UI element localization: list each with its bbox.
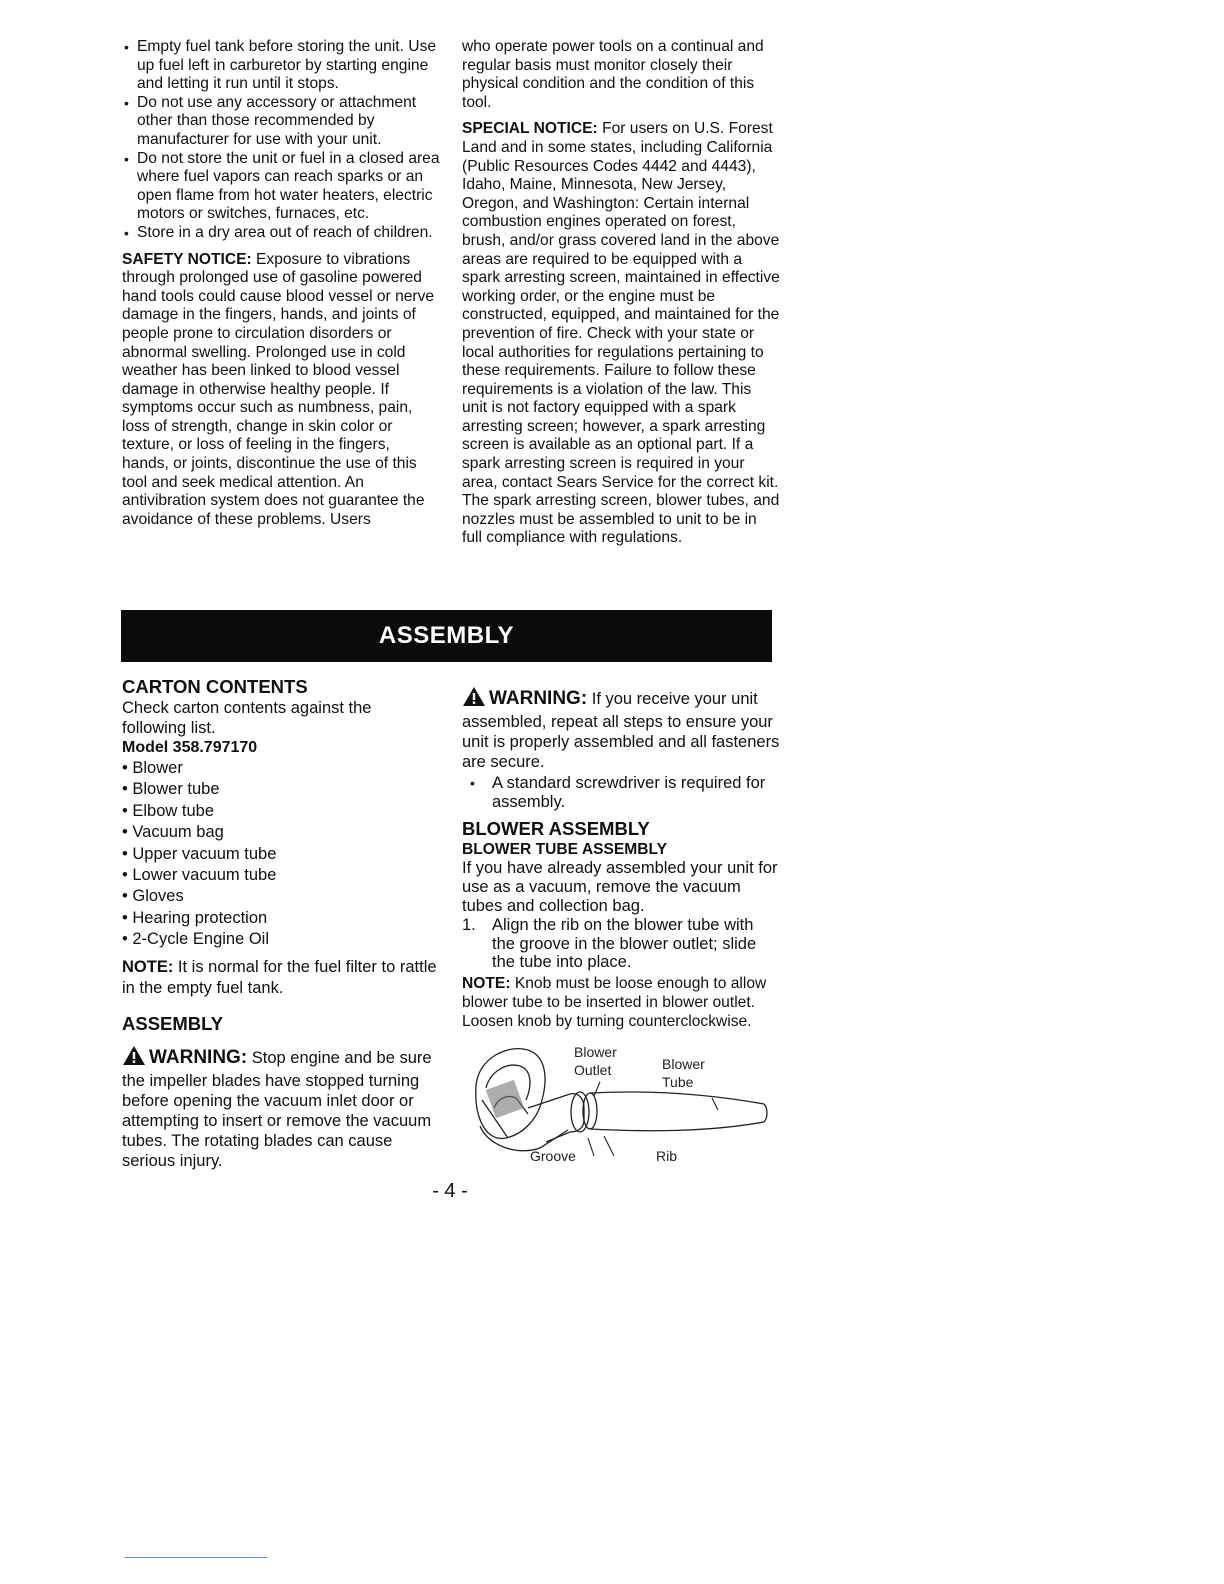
step-number: 1. (462, 916, 476, 934)
assembly-warning-label: WARNING: (149, 1046, 248, 1068)
step-text: Align the rib on the blower tube with the groove in the blower outlet; slide the tube into place. (492, 916, 757, 971)
carton-item: • Hearing protection (122, 908, 440, 929)
safety-notice (122, 251, 440, 530)
special-notice-text: For users on U.S. Forest Land and in some states, including California (Public Resources Codes 4442 and 4443), Idaho, Maine, Minnesota, New Jersey, Oregon, and Washington: Certain internal combustion engines operated on forest, brush, and/or grass covered land in the above areas are required to be equipped with a spark arresting screen, maintained in effective working order, or the engine must be constructed, equipped, and maintained for the prevention of fire. Check with your state or local authorities for regulations pertaining to these requirements. Failure to follow these requirements is a violation of the law. This unit is not factory equipped with a spark arresting screen; however, a spark arresting screen is available as an optional part. If a spark arresting screen is required in your area, contact Sears Service for the correct kit. The spark arresting screen, blower tubes, and nozzles must be assembled to unit to be in full compliance with regulations. (462, 120, 780, 547)
label-blower-tube-line1: Blower (662, 1056, 705, 1072)
model-number: Model 358.797170 (122, 739, 258, 756)
carton-note-text: It is normal for the fuel filter to rattle in the empty fuel tank. (122, 957, 437, 997)
special-notice-column (462, 38, 780, 548)
assembled-unit-warning-label: WARNING: (489, 688, 588, 709)
assembly-warning-text: Stop engine and be sure the impeller blades have stopped turning before opening the vacuum inlet door or attempting to insert or remove the vacuum tubes. The rotating blades can cause serious injury. (122, 1048, 432, 1170)
label-blower-outlet-line1: Blower (574, 1044, 617, 1060)
carton-item: • Blower (122, 758, 440, 779)
knob-note-text: Knob must be loose enough to allow blower tube to be inserted in blower outlet. Loosen knob by turning counterclockwise. (462, 974, 767, 1030)
warning-triangle-icon (122, 1045, 146, 1071)
carton-note (122, 957, 440, 999)
carton-intro: Check carton contents against the following list. (122, 699, 372, 737)
carton-item: • Lower vacuum tube (122, 865, 440, 886)
blower-assembly-heading: BLOWER ASSEMBLY (462, 818, 650, 839)
carton-note-label: NOTE: (122, 957, 174, 976)
blower-tube-assembly-heading: BLOWER TUBE ASSEMBLY (462, 841, 668, 858)
special-notice (462, 120, 780, 548)
assembly-warning (122, 1045, 440, 1171)
tool-bullet: • A standard screwdriver is required for assembly. (468, 774, 780, 812)
carton-contents-heading: CARTON CONTENTS (122, 676, 308, 697)
assembled-unit-warning (462, 686, 780, 772)
special-notice-label: SPECIAL NOTICE: (462, 120, 598, 138)
carton-item: • Upper vacuum tube (122, 844, 440, 865)
tool-bullet-list (468, 774, 780, 812)
label-rib: Rib (656, 1148, 678, 1164)
blower-tube-intro: If you have already assembled your unit for use as a vacuum, remove the vacuum tubes and collection bag. (462, 859, 778, 915)
assembly-banner: ASSEMBLY (121, 610, 772, 662)
carton-item-list (122, 758, 440, 951)
storage-bullet: • Empty fuel tank before storing the unit. Use up fuel left in carburetor by starting engine and letting it run until it stops. (122, 38, 440, 94)
storage-bullet: • Do not store the unit or fuel in a closed area where fuel vapors can reach sparks or an open flame from hot water heaters, electric motors or switches, furnaces, etc. (122, 150, 440, 224)
warning-triangle-icon (462, 686, 486, 712)
footer-divider (125, 1557, 267, 1558)
label-blower-outlet-line2: Outlet (574, 1062, 612, 1078)
knob-note-label: NOTE: (462, 974, 511, 992)
safety-notice-label: SAFETY NOTICE: (122, 250, 252, 268)
blower-tube-diagram (468, 1038, 778, 1170)
knob-note (462, 974, 780, 1031)
assembly-heading: ASSEMBLY (122, 1012, 224, 1034)
carton-item: • Blower tube (122, 779, 440, 800)
storage-bullet: • Store in a dry area out of reach of children. (122, 224, 440, 243)
carton-item: • Elbow tube (122, 801, 440, 822)
storage-bullet: • Do not use any accessory or attachment other than those recommended by manufacturer for use with your unit. (122, 94, 440, 150)
carton-contents-section (122, 676, 440, 1171)
safety-notice-continued: who operate power tools on a continual and regular basis must monitor closely their physical condition and the condition of this tool. (462, 38, 764, 111)
carton-item: • 2-Cycle Engine Oil (122, 929, 440, 950)
assembly-step (462, 916, 780, 972)
blower-tube-illustration (468, 1038, 778, 1170)
assembled-unit-warning-text: If you receive your unit assembled, repeat all steps to ensure your unit is properly assembled and all fasteners are secure. (462, 690, 780, 771)
blower-assembly-section (462, 686, 780, 1031)
label-blower-tube-line2: Tube (662, 1074, 694, 1090)
carton-item: • Vacuum bag (122, 822, 440, 843)
safety-notice-text: Exposure to vibrations through prolonged use of gasoline powered hand tools could cause blood vessel or nerve damage in the fingers, hands, and joints of people prone to circulation disorders or abnormal swelling. Prolonged use in cold weather has been linked to blood vessel damage in otherwise healthy people. If symptoms occur such as numbness, pain, loss of strength, change in skin color or texture, or loss of feeling in the fingers, hands, or joints, discontinue the use of this tool and seek medical attention. An antivibration system does not guarantee the avoidance of these problems. Users (122, 250, 435, 528)
storage-instructions (122, 38, 440, 529)
page-number: - 4 - (432, 1180, 468, 1202)
carton-item: • Gloves (122, 886, 440, 907)
storage-bullet-list (122, 38, 440, 243)
label-groove: Groove (530, 1148, 576, 1164)
